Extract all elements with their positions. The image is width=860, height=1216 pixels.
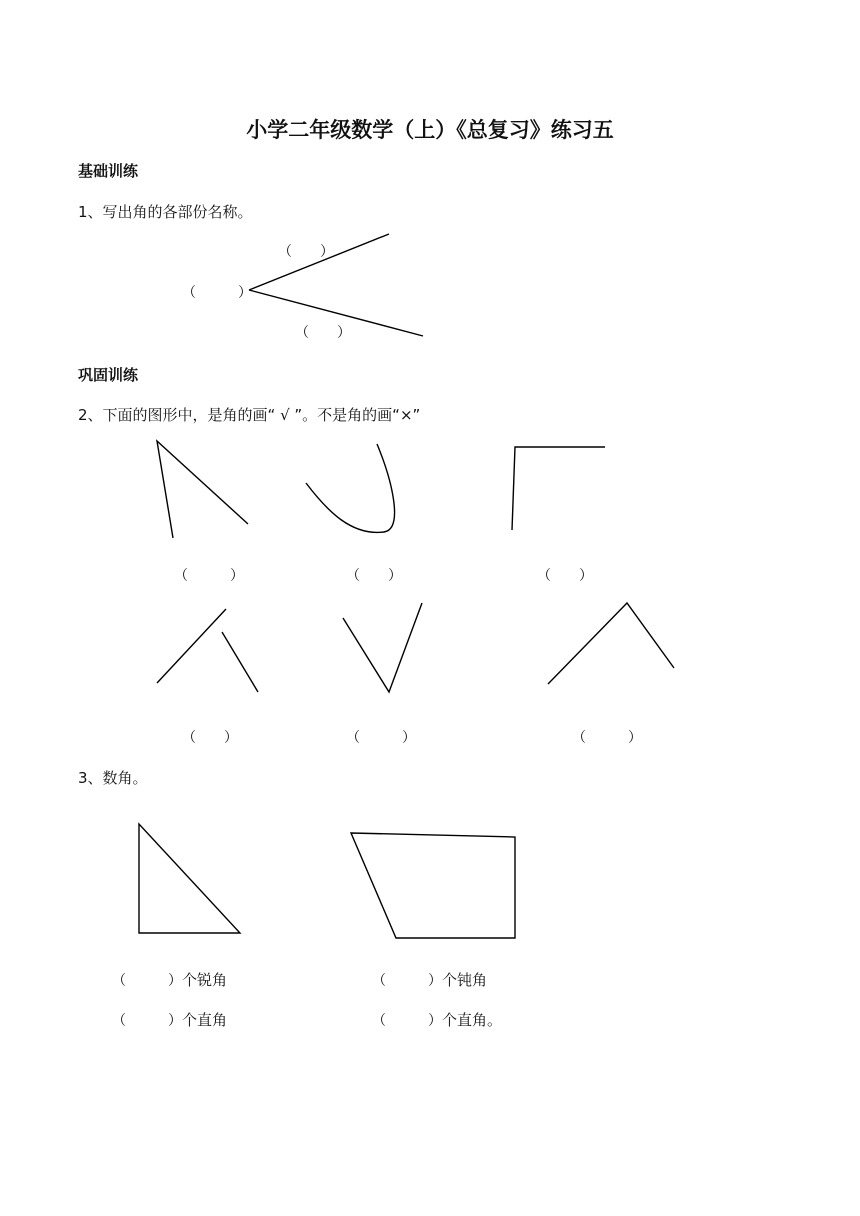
answer-blank-obtuse[interactable]: （ ）: [372, 973, 442, 989]
q1-angle-upper-side: [249, 234, 389, 290]
answer-blank-q2-5[interactable]: （ ）: [346, 730, 416, 746]
count-label-acute: 个锐角: [182, 971, 228, 989]
section-heading-basic: 基础训练: [78, 162, 139, 180]
q3-right-triangle: [139, 824, 240, 933]
answer-blank-q1-lower[interactable]: （ ）: [295, 325, 351, 341]
q3-triangle-outline: [139, 824, 240, 933]
q2-figure-3: [512, 447, 605, 530]
q2-figure-6-sides: [548, 603, 674, 684]
q2-figure-1: [157, 441, 248, 538]
count-label-right-triangle: 个直角: [182, 1011, 228, 1029]
q2-figure-4: [157, 609, 258, 692]
q2-figure-5-sides: [343, 603, 422, 692]
answer-blank-right-triangle[interactable]: （ ）: [112, 1013, 182, 1029]
q2-figure-6: [548, 603, 674, 684]
answer-blank-q2-3[interactable]: （ ）: [537, 568, 593, 584]
answer-blank-q2-1[interactable]: （ ）: [174, 568, 244, 584]
q3-quadrilateral: [351, 833, 515, 938]
q1-angle-figure: [249, 234, 423, 336]
count-label-right-quad: 个直角。: [442, 1011, 503, 1029]
answer-blank-q1-vertex[interactable]: （ ）: [182, 285, 252, 301]
count-label-obtuse: 个钝角: [442, 971, 488, 989]
answer-blank-right-quad[interactable]: （ ）: [372, 1013, 442, 1029]
answer-blank-q2-4[interactable]: （ ）: [182, 730, 238, 746]
q2-figure-4-right-line: [222, 632, 258, 692]
answer-blank-acute[interactable]: （ ）: [112, 973, 182, 989]
q2-figure-2: [306, 444, 395, 532]
answer-blank-q1-upper[interactable]: （ ）: [278, 244, 334, 260]
question-2: 2、下面的图形中，是角的画“ √ ”。不是角的画“×”: [78, 406, 421, 424]
page-title: 小学二年级数学（上）《总复习》练习五: [246, 118, 614, 142]
q2-figure-1-sides: [157, 441, 248, 538]
q2-figure-2-curve: [306, 444, 395, 532]
answer-blank-q2-2[interactable]: （ ）: [346, 568, 402, 584]
q2-figure-3-sides: [512, 447, 605, 530]
answer-blank-q2-6[interactable]: （ ）: [572, 730, 642, 746]
question-1: 1、写出角的各部份名称。: [78, 203, 253, 221]
q3-quadrilateral-outline: [351, 833, 515, 938]
q2-figure-4-left-line: [157, 609, 226, 683]
question-3: 3、数角。: [78, 769, 148, 787]
section-heading-consolidate: 巩固训练: [78, 366, 139, 384]
q1-angle-lower-side: [249, 290, 423, 336]
q2-figure-5: [343, 603, 422, 692]
